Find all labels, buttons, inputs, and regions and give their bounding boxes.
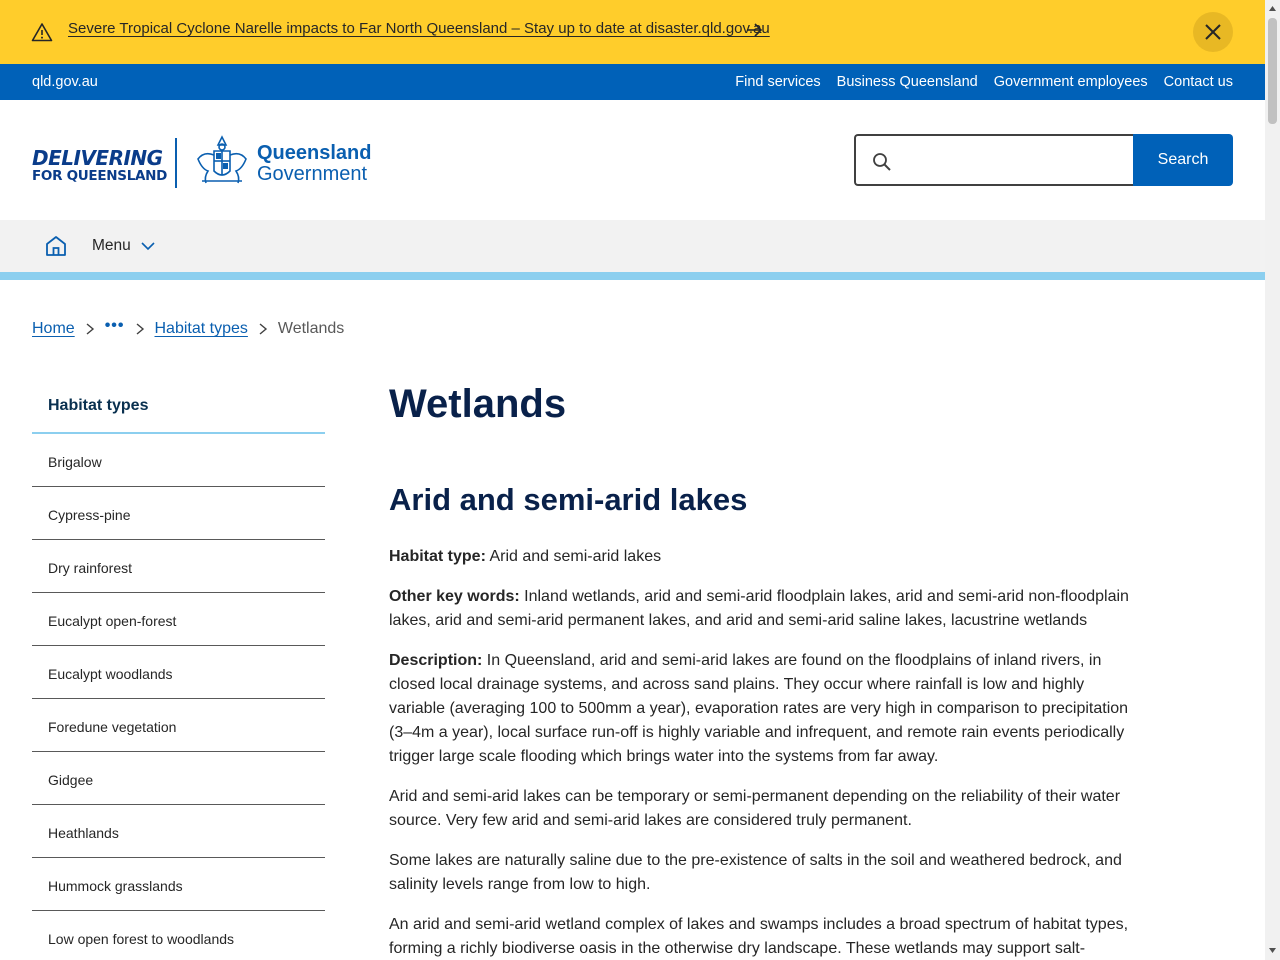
delivering-logo[interactable] — [32, 148, 167, 184]
preheader-link-contact-us[interactable]: Contact us — [1163, 74, 1233, 90]
page-title: Wetlands — [389, 382, 567, 426]
alert-close-button[interactable] — [1193, 12, 1233, 52]
alert-link[interactable]: Severe Tropical Cyclone Narelle impacts to Far North Queensland – Stay up to date at disaster.qld.gov.au — [68, 20, 770, 37]
main-content — [389, 380, 1134, 960]
section-nav — [32, 380, 325, 960]
habitat-type-value: Arid and semi-arid lakes — [485, 548, 662, 565]
keywords-value: Inland wetlands, arid and semi-arid floodplain lakes, arid and semi-arid non-floodplain lakes, arid and semi-arid permanent lakes, and arid and semi-arid saline lakes, lacustrine wetlands — [389, 588, 1129, 629]
keywords-label: Other key words: — [389, 588, 520, 605]
search-input[interactable] — [904, 146, 1124, 174]
logo-divider — [175, 138, 177, 188]
description-value: In Queensland, arid and semi-arid lakes are found on the floodplains of inland rivers, in closed local drainage systems, and across sand plains. They occur where rainfall is low and highly variable (averaging 100 to 500mm a year), evaporation rates are very high in comparison to precipitation (3–4m a year), local surface run-off is highly variable and infrequent, and remote rain events periodically trigger large scale flooding which brings water into the systems from far away. — [389, 652, 1129, 765]
section-nav-item-brigalow[interactable]: Brigalow — [32, 434, 325, 487]
section-nav-item-low-open-forest[interactable]: Low open forest to woodlands — [32, 911, 325, 960]
chevron-right-icon — [84, 322, 96, 336]
section-nav-item-eucalypt-woodlands[interactable]: Eucalypt woodlands — [32, 646, 325, 699]
site-link[interactable]: qld.gov.au — [32, 74, 98, 90]
habitat-type-label: Habitat type: — [389, 548, 486, 565]
page-scrollbar[interactable] — [1265, 0, 1280, 960]
chevron-down-icon — [141, 241, 155, 251]
coat-of-arms-icon[interactable] — [192, 131, 252, 189]
menu-button[interactable] — [92, 237, 155, 255]
breadcrumb-home[interactable]: Home — [32, 320, 75, 337]
body-paragraph-2: Some lakes are naturally saline due to the pre-existence of salts in the soil and weathered bedrock, and salinity levels range from low to high. — [389, 852, 1122, 893]
section-nav-item-cypress-pine[interactable]: Cypress-pine — [32, 487, 325, 540]
preheader — [0, 64, 1265, 100]
breadcrumb-habitat-types[interactable]: Habitat types — [154, 320, 248, 337]
chevron-right-icon — [257, 322, 269, 336]
search-button[interactable]: Search — [1133, 134, 1233, 186]
search-icon — [872, 152, 892, 172]
keywords-paragraph — [389, 585, 1134, 633]
scroll-up-icon[interactable] — [1268, 4, 1277, 13]
section-nav-item-hummock-grasslands[interactable]: Hummock grasslands — [32, 858, 325, 911]
qg-line2: Government — [257, 163, 368, 185]
breadcrumb — [32, 317, 345, 338]
nav-accent-line — [0, 272, 1265, 280]
section-nav-item-foredune-vegetation[interactable]: Foredune vegetation — [32, 699, 325, 752]
section-heading: Arid and semi-arid lakes — [389, 482, 748, 517]
qg-line1: Queensland — [257, 142, 372, 164]
home-icon[interactable] — [44, 234, 68, 258]
close-icon — [1205, 24, 1221, 40]
preheader-link-business-queensland[interactable]: Business Queensland — [836, 74, 978, 90]
scrollbar-thumb[interactable] — [1268, 18, 1277, 124]
scroll-down-icon[interactable] — [1268, 946, 1277, 955]
search-box — [854, 134, 1133, 186]
chevron-right-icon — [134, 322, 146, 336]
preheader-links — [735, 74, 1233, 90]
breadcrumb-current: Wetlands — [277, 320, 345, 337]
description-paragraph — [389, 649, 1134, 769]
logo-line1: DELIVERING — [32, 146, 163, 170]
logo-line2: FOR QUEENSLAND — [32, 168, 168, 184]
breadcrumb-ellipsis[interactable]: ••• — [104, 317, 125, 334]
qld-government-logo[interactable] — [257, 143, 371, 185]
arrow-right-icon[interactable] — [744, 20, 764, 40]
alert-banner — [0, 0, 1265, 64]
preheader-link-government-employees[interactable]: Government employees — [993, 74, 1148, 90]
site-header — [0, 100, 1265, 220]
section-nav-item-eucalypt-open-forest[interactable]: Eucalypt open-forest — [32, 593, 325, 646]
menu-label: Menu — [92, 237, 131, 254]
main-nav — [0, 220, 1265, 272]
section-nav-title[interactable]: Habitat types — [32, 380, 325, 434]
habitat-type-paragraph — [389, 545, 1134, 569]
section-nav-item-heathlands[interactable]: Heathlands — [32, 805, 325, 858]
section-nav-item-dry-rainforest[interactable]: Dry rainforest — [32, 540, 325, 593]
warning-icon — [31, 22, 53, 42]
section-nav-item-gidgee[interactable]: Gidgee — [32, 752, 325, 805]
description-label: Description: — [389, 652, 483, 669]
preheader-link-find-services[interactable]: Find services — [735, 74, 821, 90]
site-search — [854, 134, 1233, 186]
body-paragraph-3: An arid and semi-arid wetland complex of lakes and swamps includes a broad spectrum of habitat types, forming a richly biodiverse oasis in the otherwise dry landscape. These wetlands may support salt- — [389, 916, 1129, 957]
body-paragraph-1: Arid and semi-arid lakes can be temporary or semi-permanent depending on the reliability of their water source. Very few arid and semi-arid lakes are considered truly permanent. — [389, 788, 1121, 829]
